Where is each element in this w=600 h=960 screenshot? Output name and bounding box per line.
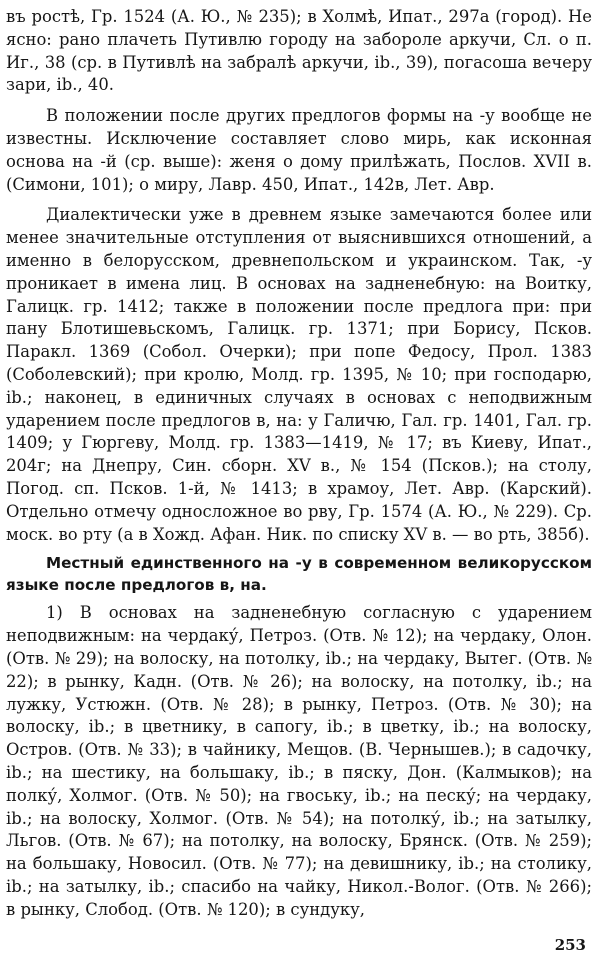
paragraph-other-prepositions: В положении после других предлогов формы на -у вообще не известны. Исключение составляет слово мирь, как исконная основа на -й (ср. выше): женя о дому прилѣжать, Послов. XVII в. (Симони, 101); о миру, Лавр. 450, Ипат., 142в, Лет. Авр. xyxy=(6,106,592,194)
paragraph-continuation: въ ростѣ, Гр. 1524 (А. Ю., № 235); в Холмѣ, Ипат., 297а (город). Не ясно: рано плачеть Путивлю городу на забороле аркучи, Сл. о п. Иг., 38 (ср. в Путивлѣ на забралѣ аркучи, ib., 39), погасоша вечеру зари, ib., 40. xyxy=(6,7,592,95)
paragraph-dialectal: Диалектически уже в древнем языке замечаются более или менее значительные отступления от выяснившихся отношений, а именно в белорусском, древнепольском и украинском. Так, -у проникает в имена лиц. В основах на задненебную: на Воитку, Галицк. гр. 1412; также в положении после предлога при: при пану Блотишевьскомъ, Галицк. гр. 1371; при Борису, Псков. Паракл. 1369 (Собол. Очерки); при попе Федосу, Прол. 1383 (Соболевский); при кролю, Молд. гр. 1395, № 10; при господарю, ib.; наконец, в единичных случаях в основах с неподвижным ударением после предлогов в, на: у Галичю, Гал. гр. 1401, Гал. гр. 1409; у Гюргеву, Молд. гр. 1383—1419, № 17; въ Киеву, Ипат., 204г; на Днепру, Син. сборн. XV в., № 154 (Псков.); на столу, Погод. сп. Псков. 1-й, № 1413; в храмоу, Лет. Авр. (Карский). Отдельно отмечу односложное во рву, Гр. 1574 (А. Ю., № 229). Ср. моск. во рту (а в Хожд. Афан. Ник. по списку XV в. — во рть, 385б). xyxy=(6,205,592,544)
section-heading: Местный единственного на -у в современном великорусском языке после предлогов в, на. xyxy=(6,554,592,595)
page-number: 253 xyxy=(554,936,586,954)
paragraph-examples: 1) В основах на задненебную согласную с ударением неподвижным: на чердаку́, Петроз. (Отв. № 12); на чердаку, Олон. (Отв. № 29); на волоску, на потолку, ib.; на чердаку, Вытег. (Отв. № 22); в рынку, Кадн. (Отв. № 26); на волоску, на потолку, ib.; на лужку, Устюжн. (Отв. № 28); в рынку, Петроз. (Отв. № 30); на волоску, ib.; в цветнику, в сапогу, ib.; в цветку, ib.; на волоску, Остров. (Отв. № 33); в чайнику, Мещов. (В. Чернышев.); в садочку, ib.; на шестику, на большаку, ib.; в пяску, Дон. (Калмыков); на полку́, Холмог. (Отв. № 50); на гвоську, ib.; на песку́; на чердаку, ib.; на волоску, Холмог. (Отв. № 54); на потолку́, ib.; на затылку, Льгов. (Отв. № 67); на потолку, на волоску, Брянск. (Отв. № 259); на большаку, Новосил. (Отв. № 77); на девишнику, ib.; на столику, ib.; на затылку, ib.; спасибо на чайку, Никол.-Волог. (Отв. № 266); в рынку, Слобод. (Отв. № 120); в сундуку, xyxy=(6,603,592,919)
